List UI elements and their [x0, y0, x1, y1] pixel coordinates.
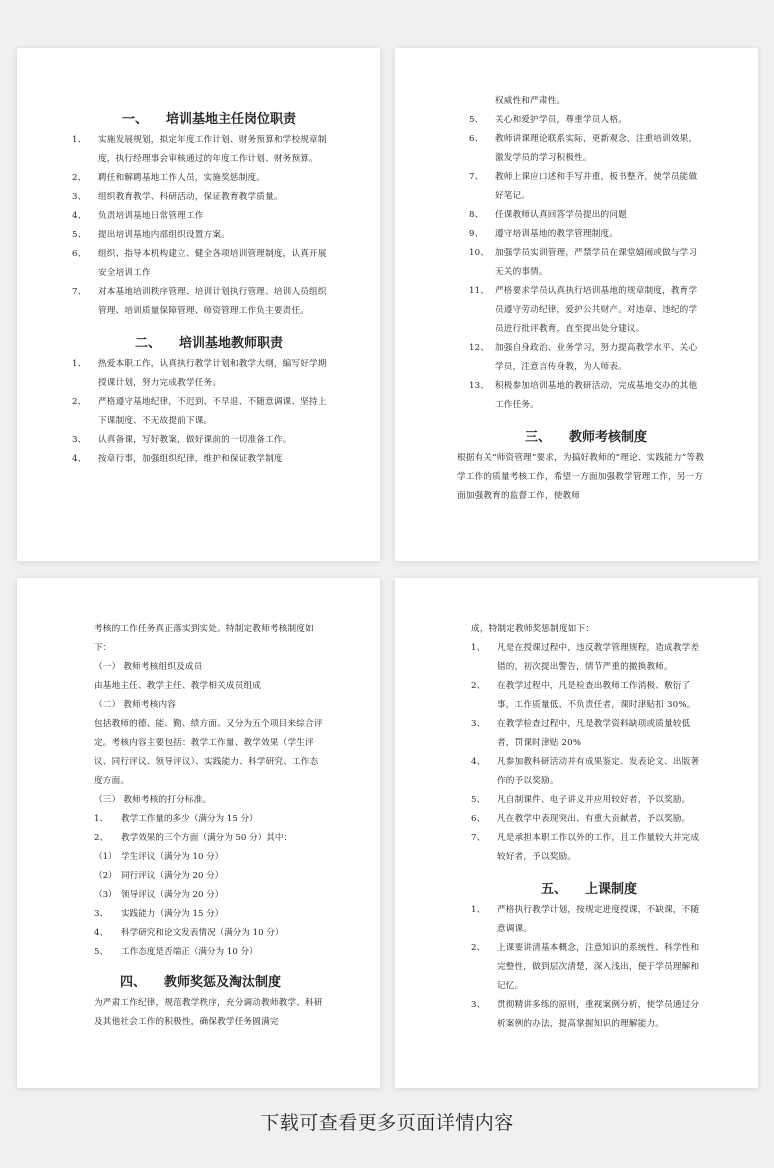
section-4-paragraph: 为严肃工作纪律，规范教学秩序，充分调动教师教学、科研及其他社会工作的积极性，确保教学任务圆满完 — [94, 998, 323, 1027]
list-item: 13、 积极参加培训基地的教研活动，完成基地交办的其他工作任务。 — [469, 381, 698, 410]
list-item: 6、 教师讲课理论联系实际，更新观念，注重培训效果，激发学员的学习积极性。 — [469, 134, 698, 163]
section-2-title: 培训基地教师职责 — [179, 336, 284, 351]
section-3-number: 三、 — [525, 430, 552, 445]
list-item: 8、 任课教师认真回答学员提出的问题 — [469, 210, 627, 220]
section-4-number: 四、 — [120, 975, 147, 990]
list-item: 3、 认真备课，写好教案，做好课前的一切准备工作。 — [72, 435, 292, 445]
list-item: 2、 教学效果的三个方面（满分为 50 分）其中： — [94, 833, 293, 843]
list-item: 2、 严格遵守基地纪律，不迟到、不早退、不随意调课、坚持上下课制度、不无故提前下课。 — [72, 397, 327, 426]
section-2-heading — [135, 335, 328, 353]
section-5-heading — [541, 881, 704, 899]
list-item: 5、 凡自制课件、电子讲义并应用较好者，予以奖励。 — [471, 795, 691, 805]
page-2-content — [457, 92, 705, 506]
list-item: 12、 加强自身政治、业务学习，努力提高教学水平、关心学员，注意言传身教，为人师表。 — [469, 343, 698, 372]
section-3-heading — [525, 429, 704, 447]
continued-text: 成，特制定教师奖惩制度如下： — [471, 624, 595, 634]
list-item: 4、 按章行事，加强组织纪律，维护和保证教学制度 — [72, 454, 283, 464]
list-item: 2、 聘任和解聘基地工作人员，实施奖惩制度。 — [72, 173, 266, 183]
section-5-list — [471, 901, 704, 1034]
list-item: 1、 热爱本职工作，认真执行教学计划和教学大纲，编写好学期授课计划，努力完成教学任务。 — [72, 359, 327, 388]
page-3-content — [94, 620, 325, 1032]
list-item: （1） 学生评议（满分为 10 分） — [94, 852, 224, 862]
intro-text: 考核的工作任务真正落实到实处。特制定教师考核制度如下： — [94, 624, 314, 653]
section-4-title: 教师奖惩及淘汰制度 — [164, 975, 282, 990]
score-list — [94, 810, 325, 962]
reward-penalty-list — [471, 639, 704, 867]
list-item: 1、 实施发展规划，拟定年度工作计划、财务预算和学校规章制度，执行经理事会审核通过的年度工作计划、财务预算。 — [72, 135, 327, 164]
list-item: 3、 组织教育教学、科研活动，保证教育教学质量。 — [72, 192, 283, 202]
section-1-heading — [122, 111, 328, 129]
list-item: 5、 关心和爱护学员，尊重学员人格。 — [469, 115, 627, 125]
continued-text: 权威性和严肃性。 — [495, 96, 566, 106]
list-item: 3、 贯彻精讲多练的原则，重视案例分析，使学员通过分析案例的办法，提高掌握知识的理解能力。 — [471, 1000, 700, 1029]
list-item: （2） 同行评议（满分为 20 分） — [94, 871, 224, 881]
teacher-duties-list — [469, 111, 704, 415]
list-item: 2、 上课要讲清基本概念，注意知识的系统性、科学性和完整性，做到层次清楚，深入浅出，便于学员理解和记忆。 — [471, 943, 700, 991]
list-item: 5、 工作态度是否端正（满分为 10 分） — [94, 947, 258, 957]
list-item: 6、 组织、指导本机构建立、健全各项培训管理制度，认真开展安全培训工作 — [72, 249, 327, 278]
list-item: 5、 提出培训基地内部组织设置方案。 — [72, 230, 230, 240]
list-item: 7、 对本基地培训秩序管理、培训计划执行管理、培训人员组织管理、培训质量保障管理、师资管理工作负主要责任。 — [72, 287, 327, 316]
list-item: 6、 凡在教学中表现突出、有重大贡献者，予以奖励。 — [471, 814, 691, 824]
section-4-heading — [120, 974, 325, 992]
list-item: 10、 加强学员实训管理，严禁学员在课堂嬉闹或做与学习无关的事情。 — [469, 248, 698, 277]
list-item: 1、 教学工作量的多少（满分为 15 分） — [94, 814, 258, 824]
download-more-caption: 下载可查看更多页面详情内容 — [260, 1112, 514, 1134]
list-item: 7、 教师上课应口述和手写并重，板书整齐，使学员能做好笔记。 — [469, 172, 698, 201]
subsection-3-heading: （三） 教师考核的打分标准。 — [94, 795, 212, 805]
list-item: 4、 科学研究和论文发表情况（满分为 10 分） — [94, 928, 284, 938]
section-1-title: 培训基地主任岗位职责 — [166, 112, 297, 127]
page-4-content — [471, 620, 704, 1034]
subsection-1-text: 由基地主任、教学主任、教学相关成员组成 — [94, 681, 262, 691]
list-item: 1、 凡是在授课过程中，违反教学管理规程，造成教学差错的，初次提出警告，情节严重的撤换教师。 — [471, 643, 700, 672]
list-item: 1、 严格执行教学计划，按规定进度授课，不缺课，不随意调课。 — [471, 905, 700, 934]
section-2-number: 二、 — [135, 336, 162, 351]
section-1-list — [72, 131, 328, 321]
list-item: 3、 实践能力（满分为 15 分） — [94, 909, 224, 919]
subsection-2-text: 包括教师的德、能、勤、绩方面。又分为五个项目来综合评定。考核内容主要包括：教学工作量、教学效果（学生评议、同行评议、领导评议）、实践能力、科学研究、工作态度方面。 — [94, 719, 323, 786]
list-item: 3、 在教学检查过程中，凡是教学资料缺项或质量较低者，罚课时津贴 20% — [471, 719, 691, 748]
document-page-2 — [395, 48, 758, 561]
list-item: 7、 凡是承担本职工作以外的工作，且工作量较大并完成较好者，予以奖励。 — [471, 833, 700, 862]
page-1-content — [72, 111, 328, 469]
list-item: 4、 负责培训基地日常管理工作 — [72, 211, 204, 221]
document-page-4 — [395, 578, 758, 1088]
subsection-1-heading: （一） 教师考核组织及成员 — [94, 662, 203, 672]
section-5-number: 五、 — [541, 882, 568, 897]
section-3-paragraph: 根据有关“师资管理”要求，为搞好教师的“理论、实践能力”等教学工作的质量考核工作，希望一方面加强教学管理工作，另一方面加强教育的监督工作，使教师 — [457, 453, 705, 501]
list-item: （3） 领导评议（满分为 20 分） — [94, 890, 224, 900]
list-item: 4、 凡参加教科研活动并有成果鉴定、发表论文、出版著作的予以奖励。 — [471, 757, 700, 786]
section-1-number: 一、 — [122, 112, 149, 127]
list-item: 9、 遵守培训基地的教学管理制度。 — [469, 229, 619, 239]
section-3-title: 教师考核制度 — [569, 430, 648, 445]
subsection-2-heading: （二） 教师考核内容 — [94, 700, 177, 710]
section-2-list — [72, 355, 328, 469]
list-item: 11、 严格要求学员认真执行培训基地的规章制度，教育学员遵守劳动纪律，爱护公共财产。对违章、违纪的学员进行批评教育，直至提出处分建议。 — [469, 286, 698, 334]
list-item: 2、 在教学过程中，凡是检查出教师工作消极、敷衍了事，工作质量低、不负责任者，课时津贴扣 30%。 — [471, 681, 696, 710]
document-page-1 — [17, 48, 380, 561]
section-5-title: 上课制度 — [585, 882, 638, 897]
document-page-3 — [17, 578, 380, 1088]
